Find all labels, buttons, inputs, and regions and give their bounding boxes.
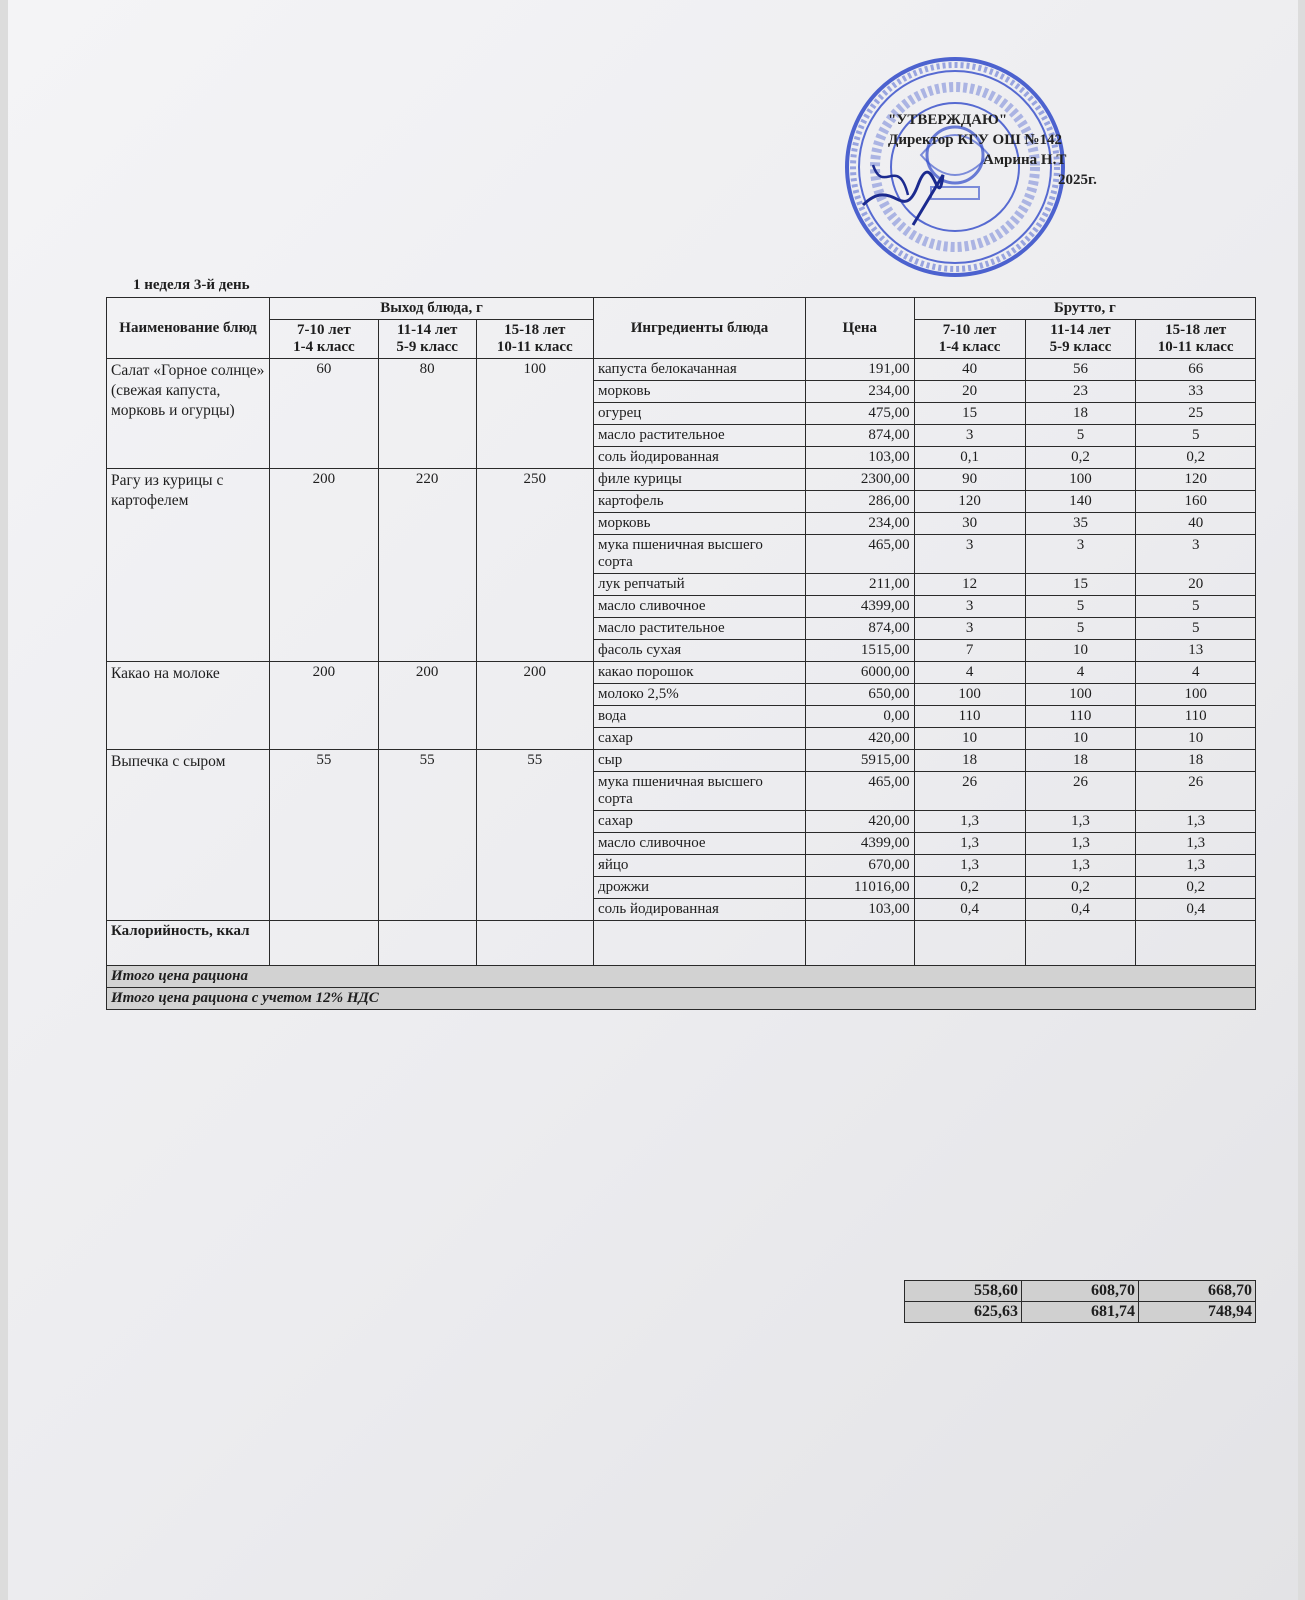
ingredient-gross-3: 5 — [1136, 596, 1256, 618]
ingredient-price: 670,00 — [805, 855, 914, 877]
ingredient-gross-3: 3 — [1136, 535, 1256, 574]
ingredient-gross-2: 1,3 — [1025, 855, 1136, 877]
header-gross-age-2: 11-14 лет 5-9 класс — [1025, 320, 1136, 359]
header-ingredients: Ингредиенты блюда — [593, 298, 805, 359]
ingredient-name: капуста белокачанная — [593, 359, 805, 381]
ingredient-gross-1: 90 — [914, 469, 1025, 491]
ingredient-gross-2: 56 — [1025, 359, 1136, 381]
ingredient-gross-3: 1,3 — [1136, 811, 1256, 833]
ingredient-price: 4399,00 — [805, 596, 914, 618]
ingredient-gross-1: 26 — [914, 772, 1025, 811]
header-gross-age-1: 7-10 лет 1-4 класс — [914, 320, 1025, 359]
ingredient-price: 2300,00 — [805, 469, 914, 491]
ingredient-gross-1: 110 — [914, 706, 1025, 728]
ingredient-gross-3: 1,3 — [1136, 833, 1256, 855]
ingredient-name: морковь — [593, 513, 805, 535]
ingredient-gross-3: 0,2 — [1136, 447, 1256, 469]
ingredient-gross-2: 1,3 — [1025, 811, 1136, 833]
ingredient-gross-3: 0,2 — [1136, 877, 1256, 899]
ingredient-name: соль йодированная — [593, 447, 805, 469]
ingredient-price: 420,00 — [805, 728, 914, 750]
ingredient-gross-2: 5 — [1025, 425, 1136, 447]
ingredient-row — [107, 359, 1256, 381]
ingredient-gross-3: 66 — [1136, 359, 1256, 381]
ingredient-row — [107, 469, 1256, 491]
ingredient-gross-2: 23 — [1025, 381, 1136, 403]
dish-name: Салат «Горное солнце» (свежая капуста, морковь и огурцы) — [107, 359, 270, 469]
ingredient-gross-1: 10 — [914, 728, 1025, 750]
ingredient-name: масло сливочное — [593, 833, 805, 855]
ingredient-name: сахар — [593, 811, 805, 833]
ingredient-gross-2: 15 — [1025, 574, 1136, 596]
total-vat-3: 748,94 — [1139, 1302, 1256, 1323]
ingredient-price: 234,00 — [805, 381, 914, 403]
ingredient-price: 874,00 — [805, 425, 914, 447]
ingredient-name: яйцо — [593, 855, 805, 877]
approval-date: 2025г. — [1058, 172, 1097, 188]
ingredient-gross-2: 18 — [1025, 750, 1136, 772]
totals-table — [904, 1280, 1256, 1323]
ingredient-gross-2: 3 — [1025, 535, 1136, 574]
total-vat-row — [107, 988, 1256, 1010]
dish-name: Какао на молоке — [107, 662, 270, 750]
ingredient-gross-2: 18 — [1025, 403, 1136, 425]
ingredient-gross-3: 10 — [1136, 728, 1256, 750]
ingredient-gross-1: 100 — [914, 684, 1025, 706]
ingredient-name: молоко 2,5% — [593, 684, 805, 706]
approval-title: "УТВЕРЖДАЮ" — [888, 112, 1008, 128]
menu-table — [106, 297, 1256, 1010]
ingredient-gross-1: 1,3 — [914, 855, 1025, 877]
dish-name: Рагу из курицы с картофелем — [107, 469, 270, 662]
ingredient-gross-1: 0,1 — [914, 447, 1025, 469]
ingredient-name: сыр — [593, 750, 805, 772]
ingredient-name: сахар — [593, 728, 805, 750]
dish-output-3: 100 — [476, 359, 593, 469]
approval-position: Директор КГУ ОШ №142 — [888, 132, 1063, 148]
ingredient-name: масло растительное — [593, 618, 805, 640]
ingredient-gross-1: 120 — [914, 491, 1025, 513]
ingredient-price: 234,00 — [805, 513, 914, 535]
dish-output-3: 250 — [476, 469, 593, 662]
header-gross: Брутто, г — [914, 298, 1255, 320]
ingredient-name: масло растительное — [593, 425, 805, 447]
ingredient-gross-2: 0,2 — [1025, 877, 1136, 899]
ingredient-price: 874,00 — [805, 618, 914, 640]
total-vat-1: 625,63 — [905, 1302, 1022, 1323]
ingredient-gross-2: 140 — [1025, 491, 1136, 513]
ingredient-gross-2: 10 — [1025, 640, 1136, 662]
ingredient-price: 191,00 — [805, 359, 914, 381]
ingredient-name: соль йодированная — [593, 899, 805, 921]
dish-output-1: 200 — [270, 662, 379, 750]
ingredient-gross-1: 18 — [914, 750, 1025, 772]
ingredient-gross-2: 100 — [1025, 469, 1136, 491]
ingredient-gross-3: 100 — [1136, 684, 1256, 706]
ingredient-gross-1: 3 — [914, 618, 1025, 640]
ingredient-price: 650,00 — [805, 684, 914, 706]
ingredient-name: огурец — [593, 403, 805, 425]
ingredient-name: мука пшеничная высшего сорта — [593, 772, 805, 811]
dish-output-3: 55 — [476, 750, 593, 921]
ingredient-gross-1: 40 — [914, 359, 1025, 381]
ingredient-price: 4399,00 — [805, 833, 914, 855]
total-vat-2: 681,74 — [1022, 1302, 1139, 1323]
ingredient-gross-2: 10 — [1025, 728, 1136, 750]
ingredient-gross-2: 110 — [1025, 706, 1136, 728]
ingredient-row — [107, 750, 1256, 772]
ingredient-gross-3: 25 — [1136, 403, 1256, 425]
ingredient-gross-2: 4 — [1025, 662, 1136, 684]
header-output-age-1: 7-10 лет 1-4 класс — [270, 320, 379, 359]
dish-output-2: 200 — [378, 662, 476, 750]
ingredient-name: фасоль сухая — [593, 640, 805, 662]
ingredient-gross-2: 1,3 — [1025, 833, 1136, 855]
ingredient-gross-1: 30 — [914, 513, 1025, 535]
day-title: 1 неделя 3-й день — [133, 277, 250, 293]
total-label: Итого цена рациона — [107, 966, 1256, 988]
header-dish-name: Наименование блюд — [107, 298, 270, 359]
ingredient-price: 475,00 — [805, 403, 914, 425]
ingredient-name: масло сливочное — [593, 596, 805, 618]
ingredient-gross-1: 7 — [914, 640, 1025, 662]
totals-ration-row — [905, 1281, 1256, 1302]
ingredient-price: 465,00 — [805, 535, 914, 574]
dish-output-1: 55 — [270, 750, 379, 921]
ingredient-name: картофель — [593, 491, 805, 513]
ingredient-price: 5915,00 — [805, 750, 914, 772]
ingredient-gross-1: 1,3 — [914, 811, 1025, 833]
ingredient-gross-2: 26 — [1025, 772, 1136, 811]
ingredient-gross-3: 4 — [1136, 662, 1256, 684]
ingredient-gross-2: 100 — [1025, 684, 1136, 706]
ingredient-gross-3: 18 — [1136, 750, 1256, 772]
ingredient-gross-1: 3 — [914, 535, 1025, 574]
ingredient-gross-1: 20 — [914, 381, 1025, 403]
dish-output-1: 200 — [270, 469, 379, 662]
calories-label: Калорийность, ккал — [107, 921, 270, 966]
dish-output-2: 80 — [378, 359, 476, 469]
ingredient-price: 0,00 — [805, 706, 914, 728]
dish-output-2: 55 — [378, 750, 476, 921]
ingredient-gross-2: 5 — [1025, 596, 1136, 618]
ingredient-name: морковь — [593, 381, 805, 403]
ingredient-gross-3: 13 — [1136, 640, 1256, 662]
ingredient-gross-3: 26 — [1136, 772, 1256, 811]
dish-name: Выпечка с сыром — [107, 750, 270, 921]
ingredient-price: 211,00 — [805, 574, 914, 596]
total-ration-2: 608,70 — [1022, 1281, 1139, 1302]
ingredient-gross-1: 15 — [914, 403, 1025, 425]
ingredient-gross-2: 0,2 — [1025, 447, 1136, 469]
ingredient-gross-3: 33 — [1136, 381, 1256, 403]
ingredient-price: 465,00 — [805, 772, 914, 811]
ingredient-name: дрожжи — [593, 877, 805, 899]
totals-vat-row — [905, 1302, 1256, 1323]
ingredient-gross-1: 4 — [914, 662, 1025, 684]
ingredient-row — [107, 662, 1256, 684]
header-output: Выход блюда, г — [270, 298, 594, 320]
ingredient-gross-1: 12 — [914, 574, 1025, 596]
ingredient-gross-3: 110 — [1136, 706, 1256, 728]
ingredient-price: 1515,00 — [805, 640, 914, 662]
menu-body — [107, 359, 1256, 921]
ingredient-gross-3: 1,3 — [1136, 855, 1256, 877]
ingredient-gross-3: 160 — [1136, 491, 1256, 513]
ingredient-gross-1: 1,3 — [914, 833, 1025, 855]
ingredient-gross-3: 5 — [1136, 425, 1256, 447]
total-ration-1: 558,60 — [905, 1281, 1022, 1302]
ingredient-price: 103,00 — [805, 899, 914, 921]
ingredient-gross-1: 3 — [914, 425, 1025, 447]
ingredient-name: лук репчатый — [593, 574, 805, 596]
ingredient-name: вода — [593, 706, 805, 728]
total-row — [107, 966, 1256, 988]
header-gross-age-3: 15-18 лет 10-11 класс — [1136, 320, 1256, 359]
ingredient-gross-3: 5 — [1136, 618, 1256, 640]
ingredient-price: 420,00 — [805, 811, 914, 833]
approval-block — [888, 110, 1128, 190]
ingredient-gross-3: 0,4 — [1136, 899, 1256, 921]
header-output-age-3: 15-18 лет 10-11 класс — [476, 320, 593, 359]
total-ration-3: 668,70 — [1139, 1281, 1256, 1302]
ingredient-gross-1: 0,2 — [914, 877, 1025, 899]
ingredient-price: 11016,00 — [805, 877, 914, 899]
dish-output-1: 60 — [270, 359, 379, 469]
ingredient-gross-3: 120 — [1136, 469, 1256, 491]
ingredient-name: какао порошок — [593, 662, 805, 684]
ingredient-gross-3: 20 — [1136, 574, 1256, 596]
ingredient-gross-1: 0,4 — [914, 899, 1025, 921]
total-vat-label: Итого цена рациона с учетом 12% НДС — [107, 988, 1256, 1010]
header-output-age-2: 11-14 лет 5-9 класс — [378, 320, 476, 359]
document-sheet — [8, 0, 1298, 1600]
ingredient-gross-2: 0,4 — [1025, 899, 1136, 921]
ingredient-gross-1: 3 — [914, 596, 1025, 618]
ingredient-gross-3: 40 — [1136, 513, 1256, 535]
dish-output-3: 200 — [476, 662, 593, 750]
ingredient-price: 103,00 — [805, 447, 914, 469]
ingredient-price: 6000,00 — [805, 662, 914, 684]
ingredient-gross-2: 5 — [1025, 618, 1136, 640]
ingredient-gross-2: 35 — [1025, 513, 1136, 535]
ingredient-price: 286,00 — [805, 491, 914, 513]
approval-name: Амрина Н.Т — [983, 152, 1067, 168]
header-price: Цена — [805, 298, 914, 359]
ingredient-name: мука пшеничная высшего сорта — [593, 535, 805, 574]
dish-output-2: 220 — [378, 469, 476, 662]
calories-row — [107, 921, 1256, 966]
ingredient-name: филе курицы — [593, 469, 805, 491]
